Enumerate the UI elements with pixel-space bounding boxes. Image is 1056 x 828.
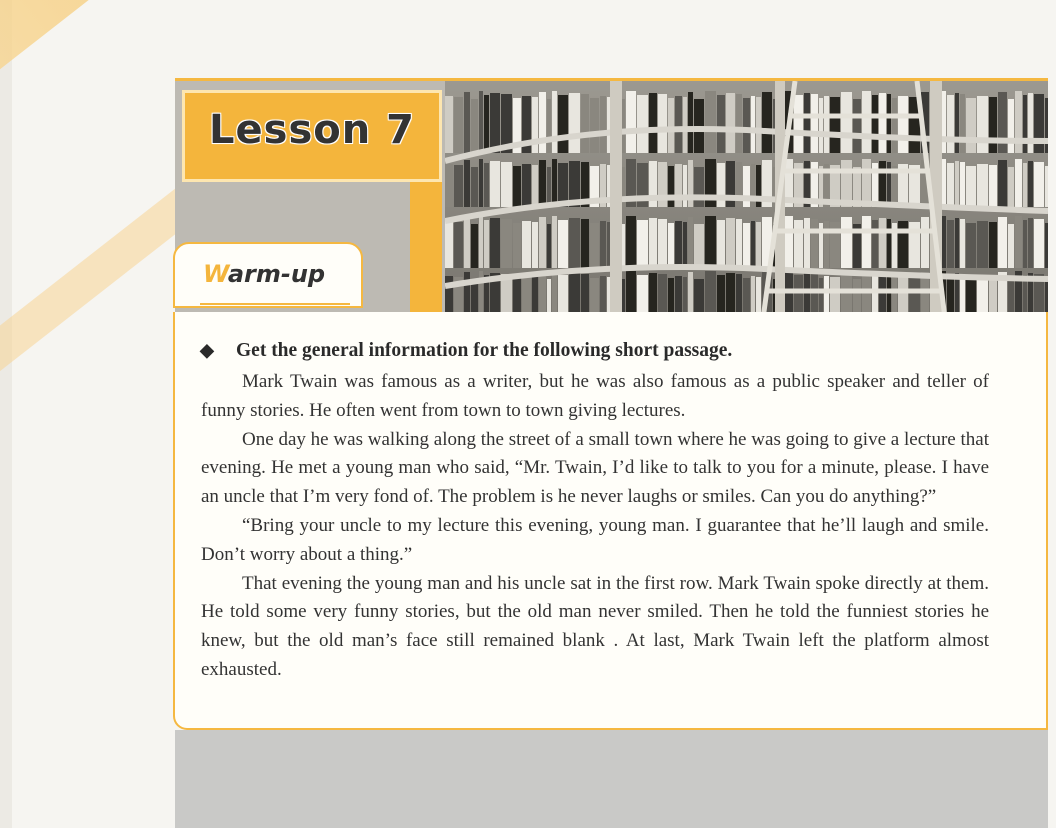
passage-paragraph: Mark Twain was famous as a writer, but he was also famous as a public speaker and teller of funny stories. He often went from town to town giving lectures.: [201, 371, 989, 421]
warm-up-underline: [200, 303, 350, 305]
passage: [201, 368, 989, 685]
passage-paragraph: That evening the young man and his uncle sat in the first row. Mark Twain spoke directly at them. He told some very funny stories, but the old man never smiled. Then he told the funniest stories he knew, but the old man’s face still remained blank . At last, Mark Twain left the platform almost exhausted.: [201, 572, 989, 680]
warm-up-label: Warm-up: [203, 260, 326, 288]
page-edge: [0, 0, 12, 828]
passage-paragraph: “Bring your uncle to my lecture this evening, young man. I guarantee that he’ll laugh and smile. Don’t worry about a thing.”: [201, 514, 989, 565]
decorative-stripe: [0, 0, 388, 86]
lesson-title-box: [182, 90, 442, 182]
warm-up-section-tab: [173, 242, 363, 308]
lesson-title: Lesson 7: [209, 107, 415, 153]
instruction: [200, 340, 732, 362]
decorative-orange-bar: [410, 182, 442, 316]
passage-paragraph: One day he was walking along the street of a small town where he was going to give a lecture that evening. He met a young man who said, “Mr. Twain, I’d like to talk to you for a minute, please. I have an uncle that I’m very fond of. The problem is he never laughs or smiles. Can you do anything?”: [201, 428, 989, 508]
diamond-bullet-icon: ◆: [200, 340, 214, 360]
instruction-text: Get the general information for the following short passage.: [236, 340, 733, 361]
bookshelf-image: [445, 81, 1048, 319]
bottom-band: [175, 730, 1048, 828]
